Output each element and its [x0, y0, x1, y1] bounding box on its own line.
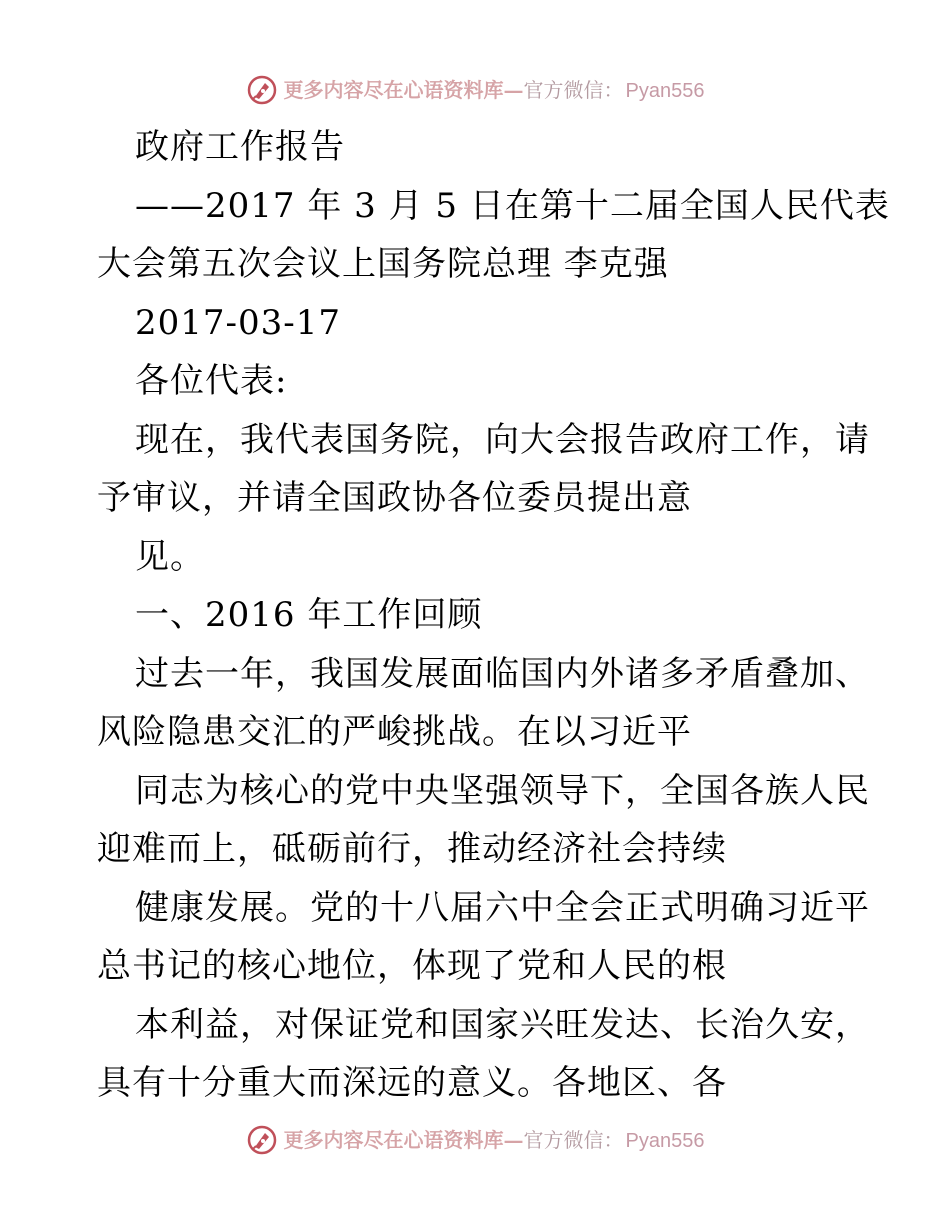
paragraph-line: 过去一年，我国发展面临国内外诸多矛盾叠加、 [135, 653, 870, 694]
watermark-group [246, 1124, 705, 1156]
paragraph-line: 现在，我代表国务院，向大会报告政府工作，请 [135, 419, 870, 460]
pen-nib-logo-icon [246, 1124, 278, 1156]
paragraph-line: 具有十分重大而深远的意义。各地区、各 [97, 1063, 727, 1103]
watermark-text [283, 1127, 705, 1152]
watermark-wechat-label: 官方微信： [523, 77, 624, 102]
document-subtitle-line-1: ——2017 年 3 月 5 日在第十二届全国人民代表 [135, 185, 890, 226]
watermark-group [246, 74, 705, 106]
paragraph-line: 总书记的核心地位，体现了党和人民的根 [97, 946, 727, 986]
document-body [97, 118, 890, 1113]
watermark-slogan: 更多内容尽在心语资料库— [283, 1127, 524, 1152]
document-title: 政府工作报告 [135, 127, 345, 167]
paragraph-line: 本利益，对保证党和国家兴旺发达、长治久安， [135, 1004, 870, 1045]
paragraph-line: 同志为核心的党中央坚强领导下，全国各族人民 [135, 770, 870, 811]
paragraph-line: 予审议，并请全国政协各位委员提出意 [97, 478, 692, 518]
paragraph-line: 见。 [135, 536, 205, 577]
paragraph-line: 风险隐患交汇的严峻挑战。在以习近平 [97, 712, 692, 752]
header-watermark [0, 70, 950, 110]
salutation: 各位代表: [135, 361, 288, 401]
document-subtitle-line-2: 大会第五次会议上国务院总理 李克强 [97, 244, 669, 284]
watermark-wechat-id: Pyan556 [625, 79, 705, 102]
footer-watermark [0, 1120, 950, 1160]
pen-nib-logo-icon [246, 74, 278, 106]
paragraph-line: 迎难而上，砥砺前行，推动经济社会持续 [97, 829, 727, 869]
section-heading: 一、2016 年工作回顾 [135, 595, 483, 635]
watermark-wechat-id: Pyan556 [625, 1129, 705, 1152]
watermark-text [283, 77, 705, 102]
watermark-slogan: 更多内容尽在心语资料库— [283, 77, 524, 102]
document-date: 2017-03-17 [135, 302, 342, 343]
watermark-wechat-label: 官方微信： [523, 1127, 624, 1152]
paragraph-line: 健康发展。党的十八届六中全会正式明确习近平 [135, 887, 870, 928]
